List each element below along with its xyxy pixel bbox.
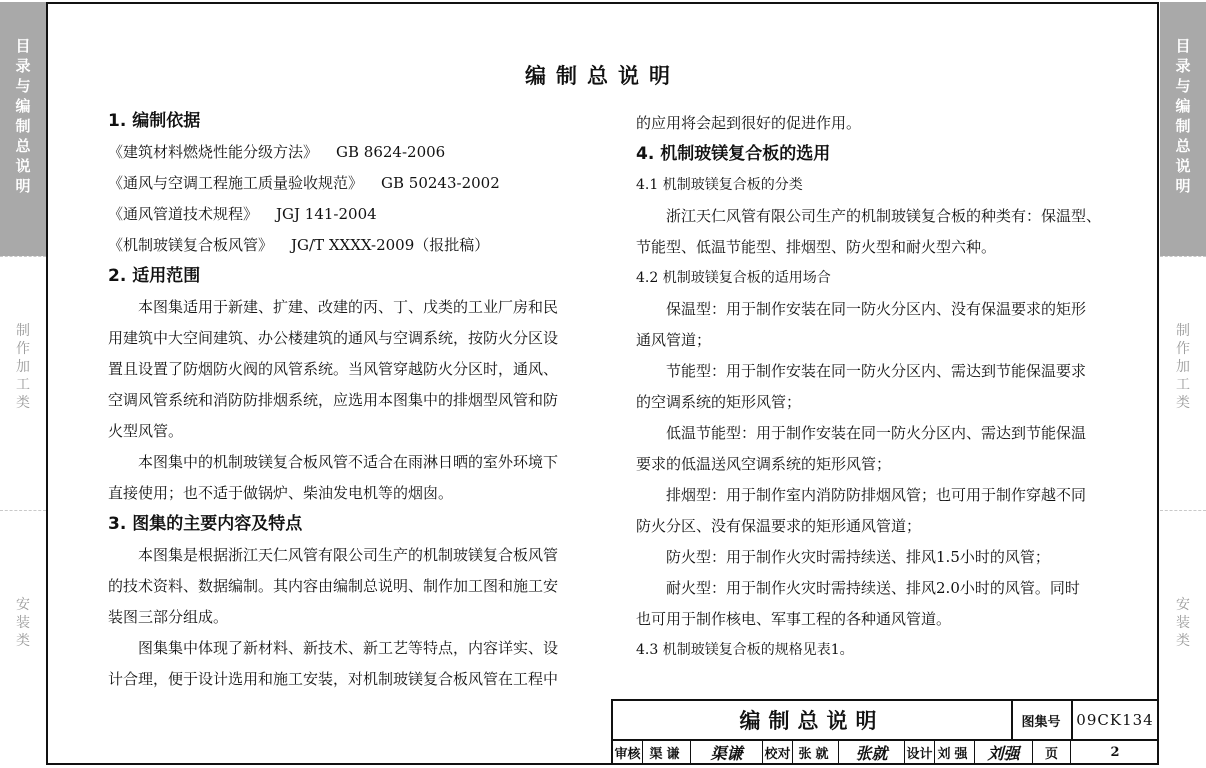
body-line: 浙江天仁风管有限公司生产的机制玻镁复合板的种类有：保温型、 bbox=[666, 207, 1102, 225]
body-line: 低温节能型：用于制作安装在同一防火分区内、需达到节能保温 bbox=[666, 424, 1087, 442]
body-line: 装图三部分组成。 bbox=[108, 608, 229, 626]
check-label: 校对 bbox=[763, 739, 793, 765]
body-line: 的技术资料、数据编制。其内容由编制总说明、制作加工图和施工安 bbox=[108, 577, 559, 595]
side-tab-char: 制 bbox=[16, 323, 30, 339]
page-number: 2 bbox=[1110, 744, 1120, 760]
body-line: 防火型：用于制作火灾时需持续送、排风1.5小时的风管； bbox=[666, 548, 1050, 566]
body-line: 节能型：用于制作安装在同一防火分区内、需达到节能保温要求 bbox=[666, 362, 1087, 380]
side-tab-char: 目 bbox=[15, 37, 31, 55]
side-tab-divider bbox=[0, 510, 46, 511]
side-tab-char: 工 bbox=[1176, 377, 1190, 393]
side-tab-fabrication[interactable] bbox=[1160, 318, 1206, 488]
body-line: 的空调系统的矩形风管； bbox=[636, 393, 802, 411]
side-tab-char: 类 bbox=[16, 395, 30, 411]
title-block-title: 编制总说明 bbox=[613, 701, 1013, 739]
side-tab-char: 录 bbox=[1175, 57, 1191, 75]
body-line: 图集集中体现了新材料、新技术、新工艺等特点，内容详实、设 bbox=[138, 639, 559, 657]
checker-signature: 张就 bbox=[839, 739, 905, 765]
side-tab-divider bbox=[1160, 256, 1206, 257]
side-tab-divider bbox=[1160, 510, 1206, 511]
side-tab-contents-general[interactable] bbox=[1160, 2, 1206, 256]
subsection-heading: 4.1 机制玻镁复合板的分类 bbox=[636, 177, 803, 193]
body-line: 耐火型：用于制作火灾时需持续送、排风2.0小时的风管。同时 bbox=[666, 579, 1080, 597]
side-tab-char: 与 bbox=[1175, 77, 1191, 95]
body-line: 用建筑中大空间建筑、办公楼建筑的通风与空调系统，按防火分区设 bbox=[108, 329, 559, 347]
side-tab-char: 类 bbox=[1176, 633, 1190, 649]
body-line: 空调风管系统和消防防排烟系统，应选用本图集中的排烟型风管和防 bbox=[108, 391, 559, 409]
body-line: 排烟型：用于制作室内消防防排烟风管；也可用于制作穿越不同 bbox=[666, 486, 1087, 504]
reference-standard: 《机制玻镁复合板风管》 JG/T XXXX-2009（报批稿） bbox=[108, 236, 490, 254]
side-tab-char: 编 bbox=[15, 97, 31, 115]
side-tab-installation[interactable] bbox=[1160, 596, 1206, 696]
reference-standard: 《建筑材料燃烧性能分级方法》 GB 8624-2006 bbox=[108, 143, 446, 161]
body-line: 保温型：用于制作安装在同一防火分区内、没有保温要求的矩形 bbox=[666, 300, 1087, 318]
right-side-tabs bbox=[1160, 0, 1206, 768]
body-line: 本图集是根据浙江天仁风管有限公司生产的机制玻镁复合板风管 bbox=[138, 546, 559, 564]
body-line: 本图集中的机制玻镁复合板风管不适合在雨淋日晒的室外环境下 bbox=[138, 453, 559, 471]
left-side-tabs bbox=[0, 0, 46, 768]
reviewer-name: 渠谦 bbox=[643, 739, 691, 765]
body-line: 的应用将会起到很好的促进作用。 bbox=[636, 114, 862, 132]
side-tab-char: 安 bbox=[1176, 597, 1190, 613]
side-tab-char: 装 bbox=[1176, 615, 1190, 631]
side-tab-char: 说 bbox=[1175, 157, 1191, 175]
side-tab-char: 与 bbox=[15, 77, 31, 95]
reference-standard: 《通风管道技术规程》 JGJ 141-2004 bbox=[108, 205, 377, 223]
body-line: 本图集适用于新建、扩建、改建的丙、丁、戊类的工业厂房和民 bbox=[138, 298, 559, 316]
atlas-number: 09CK134 bbox=[1076, 711, 1154, 729]
title-block bbox=[611, 699, 1159, 765]
design-label: 设计 bbox=[905, 739, 935, 765]
body-line: 要求的低温送风空调系统的矩形风管； bbox=[636, 455, 892, 473]
designer-signature: 刘强 bbox=[975, 739, 1033, 765]
side-tab-char: 总 bbox=[15, 137, 31, 155]
body-line: 通风管道； bbox=[636, 331, 712, 349]
left-column bbox=[108, 106, 588, 695]
side-tab-char: 明 bbox=[1175, 177, 1191, 195]
page-label: 页 bbox=[1033, 739, 1071, 765]
side-tab-char: 明 bbox=[15, 177, 31, 195]
body-line: 防火分区、没有保温要求的矩形通风管道； bbox=[636, 517, 922, 535]
side-tab-char: 作 bbox=[1176, 341, 1190, 357]
side-tab-char: 安 bbox=[16, 597, 30, 613]
side-tab-char: 制 bbox=[1175, 117, 1191, 135]
reference-standard: 《通风与空调工程施工质量验收规范》 GB 50243-2002 bbox=[108, 174, 500, 192]
page-title: 编制总说明 bbox=[525, 63, 680, 88]
side-tab-char: 制 bbox=[15, 117, 31, 135]
side-tab-char: 制 bbox=[1176, 323, 1190, 339]
body-line: 置且设置了防烟防火阀的风管系统。当风管穿越防火分区时，通风、 bbox=[108, 360, 559, 378]
review-label: 审核 bbox=[613, 739, 643, 765]
checker-name: 张就 bbox=[793, 739, 839, 765]
side-tab-divider bbox=[0, 256, 46, 257]
side-tab-char: 工 bbox=[16, 377, 30, 393]
side-tab-char: 录 bbox=[15, 57, 31, 75]
body-line: 节能型、低温节能型、排烟型、防火型和耐火型六种。 bbox=[636, 238, 997, 256]
side-tab-char: 编 bbox=[1175, 97, 1191, 115]
right-column bbox=[636, 108, 1116, 666]
body-line: 计合理，便于设计选用和施工安装，对机制玻镁复合板风管在工程中 bbox=[108, 670, 559, 688]
subsection-heading: 4.2 机制玻镁复合板的适用场合 bbox=[636, 270, 831, 286]
side-tab-contents-general[interactable] bbox=[0, 2, 46, 256]
side-tab-char: 说 bbox=[15, 157, 31, 175]
side-tab-char: 类 bbox=[1176, 395, 1190, 411]
section-heading-content: 3. 图集的主要内容及特点 bbox=[108, 514, 303, 534]
side-tab-char: 类 bbox=[16, 633, 30, 649]
reviewer-signature: 渠谦 bbox=[691, 739, 763, 765]
subsection-heading: 4.3 机制玻镁复合板的规格见表1。 bbox=[636, 642, 854, 658]
body-line: 也可用于制作核电、军事工程的各种通风管道。 bbox=[636, 610, 952, 628]
body-line: 火型风管。 bbox=[108, 422, 184, 440]
section-heading-selection: 4. 机制玻镁复合板的选用 bbox=[636, 144, 831, 164]
section-heading-basis: 1. 编制依据 bbox=[108, 111, 201, 131]
side-tab-char: 装 bbox=[16, 615, 30, 631]
side-tab-char: 加 bbox=[1176, 359, 1190, 375]
atlas-number-label: 图集号 bbox=[1011, 701, 1073, 739]
side-tab-char: 作 bbox=[16, 341, 30, 357]
side-tab-installation[interactable] bbox=[0, 596, 46, 696]
body-line: 直接使用；也不适于做锅炉、柴油发电机等的烟囱。 bbox=[108, 484, 454, 502]
side-tab-char: 总 bbox=[1175, 137, 1191, 155]
side-tab-char: 目 bbox=[1175, 37, 1191, 55]
side-tab-char: 加 bbox=[16, 359, 30, 375]
designer-name: 刘强 bbox=[935, 739, 975, 765]
section-heading-scope: 2. 适用范围 bbox=[108, 266, 201, 286]
side-tab-fabrication[interactable] bbox=[0, 318, 46, 488]
